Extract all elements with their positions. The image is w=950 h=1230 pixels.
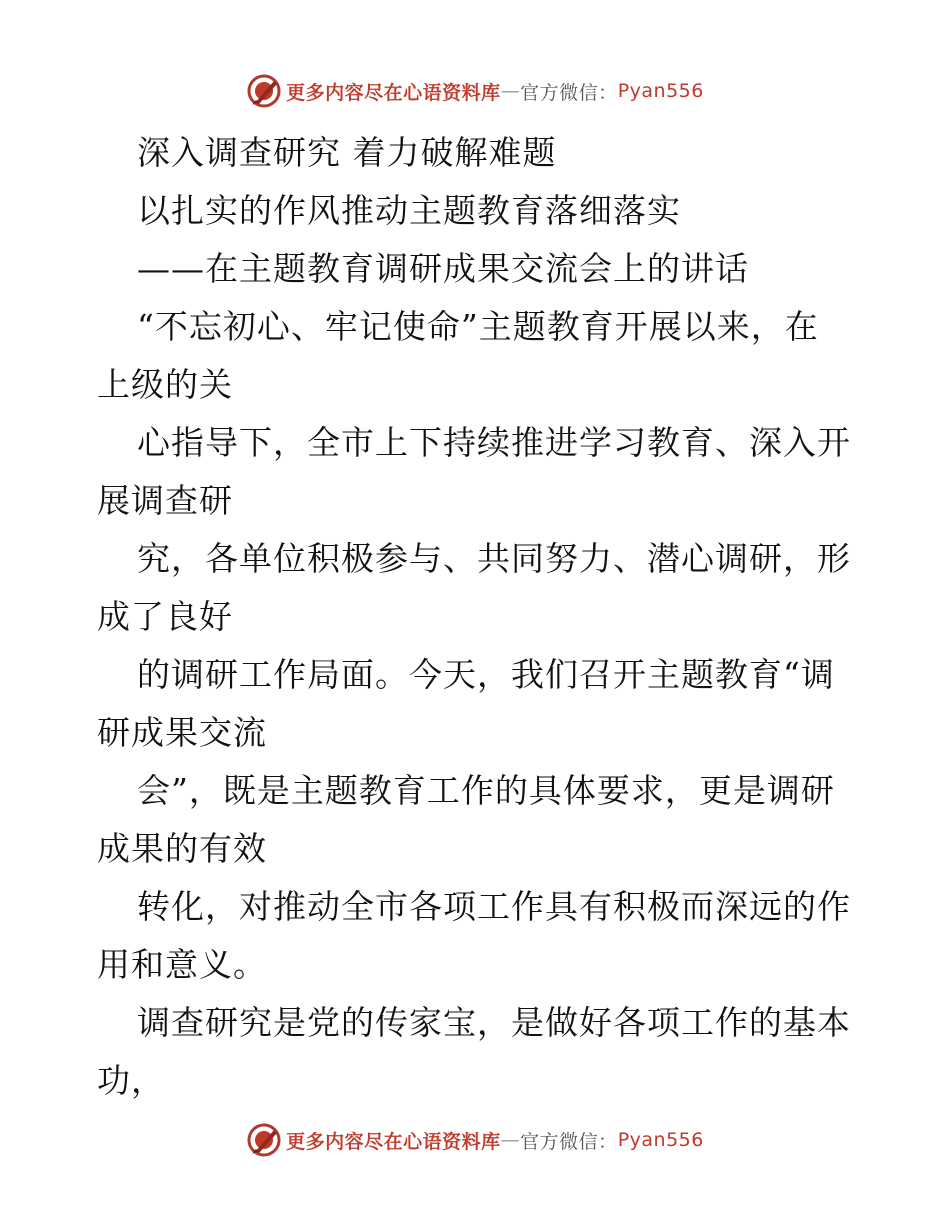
doc-title: 深入调查研究 着力破解难题	[137, 133, 557, 172]
quill-seal-logo-icon	[246, 1122, 282, 1158]
header-promo-banner	[0, 71, 950, 111]
paragraph-line: 成果的有效	[97, 829, 267, 868]
promo-main-text: 更多内容尽在心语资料库	[286, 81, 501, 104]
paragraph-line: 心指导下，全市上下持续推进学习教育、深入开	[137, 423, 851, 462]
doc-subtitle: 以扎实的作风推动主题教育落细落实	[137, 191, 681, 230]
paragraph-line: 究，各单位积极参与、共同努力、潜心调研，形	[137, 539, 851, 578]
paragraph-line: 展调查研	[97, 481, 233, 520]
promo-wechat-id: Pyan556	[617, 1129, 704, 1151]
paragraph-line: 转化，对推动全市各项工作具有积极而深远的作	[137, 887, 851, 926]
document-body	[97, 124, 857, 1110]
promo-label: 官方微信：	[520, 1130, 618, 1153]
doc-occasion: ——在主题教育调研成果交流会上的讲话	[137, 249, 749, 288]
paragraph-line: 用和意义。	[97, 945, 267, 984]
promo-dash: —	[500, 80, 521, 102]
paragraph-line: 调查研究是党的传家宝，是做好各项工作的基本	[137, 1003, 851, 1042]
promo-main-text: 更多内容尽在心语资料库	[286, 1130, 501, 1153]
paragraph-line: 会”，既是主题教育工作的具体要求，更是调研	[137, 771, 835, 810]
paragraph-line: 成了良好	[97, 597, 233, 636]
footer-promo-banner	[0, 1120, 950, 1160]
promo-label: 官方微信：	[520, 81, 618, 104]
paragraph-line: 的调研工作局面。今天，我们召开主题教育“调	[137, 655, 835, 694]
quill-seal-logo-icon	[246, 73, 282, 109]
paragraph-line: 上级的关	[97, 365, 233, 404]
promo-wechat-id: Pyan556	[617, 80, 704, 102]
promo-dash: —	[500, 1129, 521, 1151]
paragraph-line: “不忘初心、牢记使命”主题教育开展以来，在	[137, 307, 819, 346]
paragraph-line: 研成果交流	[97, 713, 267, 752]
paragraph-line: 功，	[97, 1061, 165, 1100]
